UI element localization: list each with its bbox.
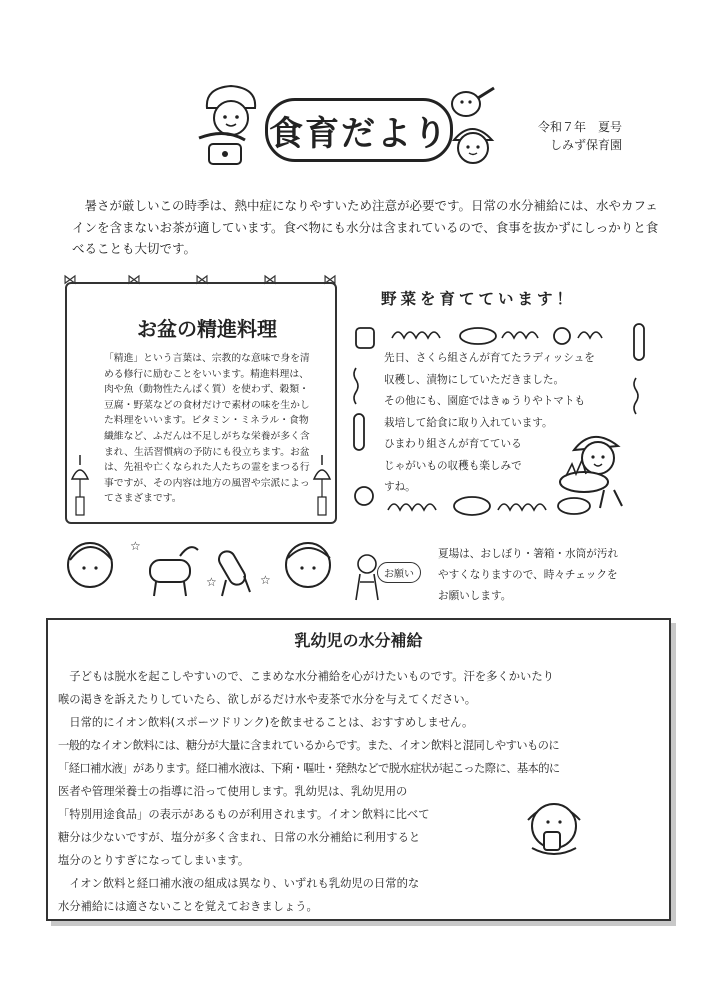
hydration-line: 一般的なイオン飲料には、糖分が大量に含まれているからです。また、イオン飲料と混同しやすいものに — [58, 739, 560, 752]
issue-info — [538, 118, 622, 154]
vegetables-line: 栽培して給食に取り入れています。 — [384, 416, 553, 429]
children-and-spirit-animals-illustration — [60, 520, 350, 600]
summer-line: 夏場は、おしぼり・箸箱・水筒が汚れ — [438, 548, 619, 560]
svg-text:☆: ☆ — [206, 575, 217, 589]
hydration-line: 塩分のとりすぎになってしまいます。 — [58, 854, 250, 867]
vegetables-line: じゃがいもの収穫も楽しみで — [384, 459, 522, 472]
hydration-line: イオン飲料と経口補水液の組成は異なり、いずれも乳幼児の日常的な — [58, 877, 420, 890]
girl-request-icon — [352, 552, 382, 604]
wind-chime-icon — [70, 455, 90, 525]
ribbon-icon: ⋈ — [195, 272, 209, 288]
vegetables-line: 収穫し、漬物にしていただきました。 — [384, 373, 565, 386]
vegetables-line: ひまわり組さんが育てている — [384, 438, 522, 450]
hydration-title: 乳幼児の水分補給 — [294, 631, 423, 650]
summer-line: お願いします。 — [438, 590, 512, 602]
boy-with-vegetable-basket-icon — [556, 420, 636, 510]
ribbon-icon: ⋈ — [127, 272, 141, 288]
newsletter-title: 食育だより — [265, 98, 453, 162]
girl-face-icon — [448, 118, 498, 170]
header — [0, 0, 707, 170]
wind-chime-icon — [312, 455, 332, 525]
ribbon-icon: ⋈ — [63, 272, 77, 288]
hydration-line: 「経口補水液」があります。経口補水液は、下痢・嘔吐・発熱などで脱水症状が起こった際に、基本的に — [58, 762, 560, 775]
svg-text:☆: ☆ — [260, 573, 271, 587]
summer-line: やすくなりますので、時々チェックを — [438, 569, 618, 581]
intro-paragraph: 暑さが厳しいこの時季は、熱中症になりやすいため注意が必要です。日常の水分補給には、水やカフェインを含まないお茶が適しています。食べ物にも水分は含まれているので、食事を抜かずにしっかりと食べることも大切です。 — [72, 198, 659, 256]
request-badge: お願い — [377, 562, 421, 583]
hydration-line: 子どもは脱水を起こしやすいので、こまめな水分補給を心がけたいものです。汗を多くかいたり — [58, 670, 554, 683]
shojin-body: 「精進」という言葉は、宗教的な意味で身を清める修行に励むことをいいます。精進料理は、肉や魚（動物性たんぱく質）を使わず、穀類・豆腐・野菜などの食材だけで素材の味を生かした料理をいいます。ビタミン・ミネラル・食物繊維など、ふだんは不足しがちな栄養が多く含まれ、生活習慣病の予防にも役立ちます。お盆は、先祖や亡くなられた人たちの霊をまつる行事ですが、その内容は地方の風習や宗派によってさまざまです。 — [104, 353, 310, 505]
hydration-line: 医者や管理栄養士の指導に沿って使用します。乳幼児は、乳幼児用の — [58, 785, 408, 798]
issue-label: 令和７年 夏号 — [538, 120, 623, 134]
ribbon-icon: ⋈ — [323, 272, 337, 288]
chef-girl-icon — [195, 80, 270, 170]
summer-notice — [438, 544, 618, 607]
vegetables-line: その他にも、園庭ではきゅうりやトマトも — [384, 395, 586, 407]
hydration-line: 「特別用途食品」の表示があるものが利用されます。イオン飲料に比べて — [58, 808, 430, 821]
vegetables-line: すね。 — [384, 481, 416, 493]
hydration-line: 糖分は少ないですが、塩分が多く含まれ、日常の水分補給に利用すると — [58, 831, 421, 844]
shojin-title: お盆の精進料理 — [137, 317, 277, 341]
child-drinking-icon — [514, 790, 594, 862]
svg-text:☆: ☆ — [130, 539, 141, 553]
publisher-name: しみず保育園 — [550, 138, 623, 152]
vegetables-line: 先日、さくら組さんが育てたラディッシュを — [384, 352, 595, 364]
hydration-line: 喉の渇きを訴えたりしていたら、欲しがるだけ水や麦茶で水分を与えてください。 — [58, 693, 476, 706]
ribbon-icon: ⋈ — [263, 272, 277, 288]
hydration-line: 水分補給には適さないことを覚えておきましょう。 — [58, 900, 318, 913]
vegetables-title: 野菜を育てています！ — [381, 290, 577, 308]
hydration-line: 日常的にイオン飲料(スポーツドリンク)を飲ませることは、おすすめしません。 — [58, 716, 474, 729]
